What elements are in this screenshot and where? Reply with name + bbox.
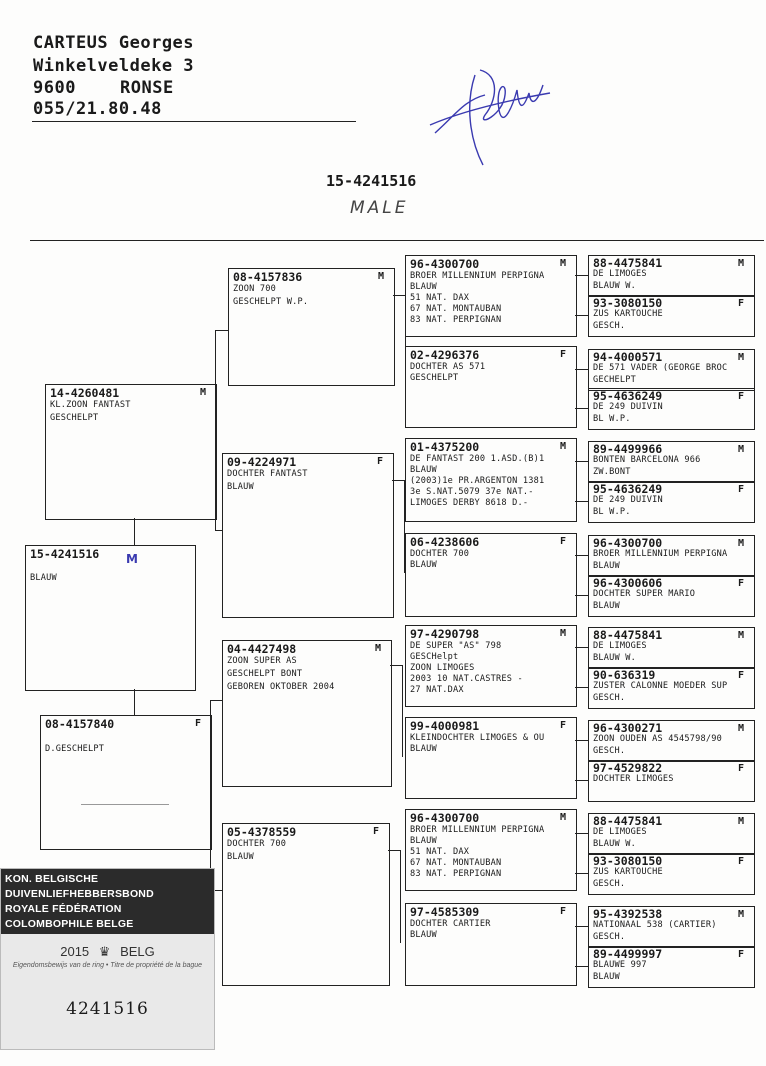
description-line: DOCHTER 700 <box>410 549 470 559</box>
description-line: GESCHELPT <box>50 413 99 423</box>
sire-branch-vertical <box>215 330 216 530</box>
gen3-gen4-bottom-8 <box>575 966 588 967</box>
sex-marker: M <box>737 444 744 455</box>
description-line: DOCHTER FANTAST <box>227 469 308 479</box>
gen2-gen3-vertical-2 <box>404 480 405 573</box>
gen3-gen4-top-2 <box>575 369 588 370</box>
ring-number: 06-4238606 <box>410 535 480 549</box>
great-grandparent-box-8 <box>405 903 577 986</box>
great-grandparent-box-5 <box>405 625 577 707</box>
description-line: BLAUWE 997 <box>593 960 647 970</box>
great-grandparent-box-7 <box>405 809 577 891</box>
ring-number: 96-4300700 <box>410 257 480 271</box>
description-line: 3e S.NAT.5079 37e NAT.- <box>410 487 534 497</box>
description-line: BLAUW <box>227 482 254 492</box>
description-line: 51 NAT. DAX <box>410 847 470 857</box>
description-line: GEBOREN OKTOBER 2004 <box>227 682 335 692</box>
description-line: BROER MILLENNIUM PERPIGNA <box>593 549 728 559</box>
description-line: KLEINDOCHTER LIMOGES & OU <box>410 733 545 743</box>
header-rule <box>32 121 356 122</box>
gen4-box-2 <box>588 295 755 337</box>
description-line: BLAUW <box>410 744 437 754</box>
federation-name-nl: KON. BELGISCHE DUIVENLIEFHEBBERSBOND <box>5 873 154 900</box>
description-line: DE LIMOGES <box>593 269 647 279</box>
subject-dam-connector <box>134 689 135 715</box>
gen3-gen4-top-3 <box>575 461 588 462</box>
description-line: BL W.P. <box>593 414 631 424</box>
signature <box>425 55 555 170</box>
owner-city: RONSE <box>120 78 174 98</box>
ring-number: 96-4300271 <box>593 721 663 735</box>
description-line: 67 NAT. MONTAUBAN <box>410 304 502 314</box>
dam-box <box>40 715 212 850</box>
description-line: DE LIMOGES <box>593 827 647 837</box>
grandparent-box-3 <box>222 640 392 787</box>
description-line: DE LIMOGES <box>593 641 647 651</box>
gen4-box-7 <box>588 535 755 577</box>
description-line: BLAUW W. <box>593 281 636 291</box>
gen4-box-4 <box>588 388 755 430</box>
sex-marker: M <box>737 630 744 641</box>
sex-marker: M <box>374 643 381 654</box>
ring-number: 09-4224971 <box>227 455 297 469</box>
subject-sire-connector <box>134 518 135 545</box>
gen3-gen4-top-4 <box>575 555 588 556</box>
owner-street: Winkelveldeke 3 <box>33 56 195 76</box>
sex-marker: F <box>559 536 566 547</box>
gen2-gen3-vertical-1 <box>405 295 406 387</box>
sex-marker: M <box>199 387 206 398</box>
description-line: BLAUW <box>410 560 437 570</box>
sex-marker: M <box>737 538 744 549</box>
sex-marker: M <box>559 258 566 269</box>
gen2-gen3-top-2 <box>392 480 404 481</box>
great-grandparent-box-6 <box>405 717 577 799</box>
description-line: BLAUW <box>227 852 254 862</box>
card-caption: Eigendomsbewijs van de ring • Titre de propriété de la bague <box>12 962 203 969</box>
ring-number: 15-4241516 <box>30 547 100 561</box>
gen4-box-16 <box>588 946 755 988</box>
gen3-gen4-bottom-4 <box>575 595 588 596</box>
sex-marker: F <box>737 391 744 402</box>
ring-number: 05-4378559 <box>227 825 297 839</box>
gen4-box-3 <box>588 349 755 391</box>
sex-marker: F <box>372 826 379 837</box>
description-line: ZUS KARTOUCHE <box>593 867 663 877</box>
sex-marker: F <box>559 720 566 731</box>
ring-number: 95-4636249 <box>593 482 663 496</box>
description-line: DOCHTER 700 <box>227 839 287 849</box>
great-grandparent-box-2 <box>405 346 577 428</box>
ring-number: 99-4000981 <box>410 719 480 733</box>
ring-number: 96-4300606 <box>593 576 663 590</box>
ring-number: 96-4300700 <box>410 811 480 825</box>
great-grandparent-box-4 <box>405 533 577 617</box>
ring-number: 95-4392538 <box>593 907 663 921</box>
owner-phone: 055/21.80.48 <box>33 99 162 119</box>
description-line: GESCH. <box>593 932 626 942</box>
gen4-box-8 <box>588 575 755 617</box>
description-line: 2003 10 NAT.CASTRES - <box>410 674 523 684</box>
subject-box <box>25 545 196 691</box>
dam-branch-vertical <box>210 700 211 890</box>
gen4-box-11 <box>588 720 755 762</box>
description-line: BLAUW <box>410 930 437 940</box>
ring-number: 93-3080150 <box>593 854 663 868</box>
description-line: BONTEN BARCELONA 966 <box>593 455 701 465</box>
owner-name: CARTEUS Georges <box>33 33 195 53</box>
description-line: BL W.P. <box>593 507 631 517</box>
sex-marker: M <box>559 628 566 639</box>
ring-number: 02-4296376 <box>410 348 480 362</box>
gen3-gen4-bottom-7 <box>575 873 588 874</box>
ring-number: 97-4585309 <box>410 905 480 919</box>
ring-number: 08-4157836 <box>233 270 303 284</box>
sire-branch-top <box>215 330 228 331</box>
sex-marker: F <box>737 298 744 309</box>
sex-marker: M <box>559 441 566 452</box>
description-line: 83 NAT. PERPIGNAN <box>410 315 502 325</box>
gen4-box-12 <box>588 760 755 802</box>
ring-number: 14-4260481 <box>50 386 120 400</box>
sex-marker: F <box>737 856 744 867</box>
gen2-gen3-top-4 <box>388 850 400 851</box>
description-line: (2003)1e PR.ARGENTON 1381 <box>410 476 545 486</box>
great-grandparent-box-1 <box>405 255 577 337</box>
gen3-gen4-top-5 <box>575 647 588 648</box>
sex-marker: M <box>737 816 744 827</box>
description-line: GESCHelpt <box>410 652 459 662</box>
great-grandparent-box-3 <box>405 438 577 522</box>
gen3-gen4-bottom-5 <box>575 687 588 688</box>
sex-marker: F <box>737 578 744 589</box>
ring-number: 89-4499997 <box>593 947 663 961</box>
sex-marker: F <box>737 763 744 774</box>
sex-marker: M <box>559 812 566 823</box>
grandparent-box-4 <box>222 823 390 986</box>
description-line: BLAUW W. <box>593 653 636 663</box>
gen3-gen4-bottom-3 <box>575 501 588 502</box>
description-line: GESCH. <box>593 746 626 756</box>
description-line: GESCH. <box>593 879 626 889</box>
description-line: GESCHELPT <box>410 373 459 383</box>
sex-marker: M <box>126 552 138 566</box>
gen3-gen4-top-6 <box>575 740 588 741</box>
gen4-box-9 <box>588 627 755 669</box>
gen4-box-13 <box>588 813 755 855</box>
description-line: KL.ZOON FANTAST <box>50 400 131 410</box>
gen4-box-5 <box>588 441 755 483</box>
sex-marker: F <box>737 484 744 495</box>
description-line: 67 NAT. MONTAUBAN <box>410 858 502 868</box>
description-line: GESCH. <box>593 321 626 331</box>
description-line: ZUSTER CALONNE MOEDER SUP <box>593 681 728 691</box>
description-line: GESCH. <box>593 693 626 703</box>
description-line: DE SUPER "AS" 798 <box>410 641 502 651</box>
gen2-gen3-top-3 <box>390 665 402 666</box>
federation-name-fr: ROYALE FÉDÉRATION COLOMBOPHILE BELGE <box>5 903 134 930</box>
description-line: DE FANTAST 200 1.ASD.(B)1 <box>410 454 545 464</box>
description-line: ZOON OUDEN AS 4545798/90 <box>593 734 722 744</box>
gen4-box-14 <box>588 853 755 895</box>
gen3-gen4-top-1 <box>575 275 588 276</box>
grandparent-box-1 <box>228 268 395 386</box>
description-line: BLAUW <box>593 561 620 571</box>
description-line: NATIONAAL 538 (CARTIER) <box>593 920 717 930</box>
description-line: BLAUW <box>593 972 620 982</box>
pigeon-ring-title: 15-4241516 <box>326 172 417 190</box>
gen2-gen3-top-1 <box>393 295 405 296</box>
sex-marker: F <box>376 456 383 467</box>
description-line: BLAUW <box>410 282 437 292</box>
gen3-gen4-top-7 <box>575 833 588 834</box>
description-line: 51 NAT. DAX <box>410 293 470 303</box>
ring-number: 08-4157840 <box>45 717 115 731</box>
description-line: BROER MILLENNIUM PERPIGNA <box>410 825 545 835</box>
description-line: BLAUW <box>410 465 437 475</box>
sex-handwritten: MALE <box>350 198 409 218</box>
ring-number: 97-4290798 <box>410 627 480 641</box>
description-line: DOCHTER CARTIER <box>410 919 491 929</box>
gen4-box-10 <box>588 667 755 709</box>
ring-number: 01-4375200 <box>410 440 480 454</box>
dam-box-divider <box>81 804 169 805</box>
owner-postal: 9600 <box>33 78 76 98</box>
gen4-box-6 <box>588 481 755 523</box>
description-line: ZOON 700 <box>233 284 276 294</box>
gen3-gen4-bottom-6 <box>575 780 588 781</box>
description-line: 27 NAT.DAX <box>410 685 464 695</box>
gen2-gen3-vertical-4 <box>400 850 401 943</box>
description-line: 83 NAT. PERPIGNAN <box>410 869 502 879</box>
description-line: DOCHTER LIMOGES <box>593 774 674 784</box>
card-year: 2015 <box>60 944 90 959</box>
sex-marker: M <box>737 258 744 269</box>
description-line: GECHELPT <box>593 375 636 385</box>
grandparent-box-2 <box>222 453 394 618</box>
gen3-gen4-top-8 <box>575 926 588 927</box>
gen2-gen3-vertical-3 <box>402 665 403 757</box>
description-line: BLAUW W. <box>593 839 636 849</box>
crown-icon: ♛ <box>98 944 111 959</box>
ring-number: 88-4475841 <box>593 256 663 270</box>
description-line: DOCHTER SUPER MARIO <box>593 589 696 599</box>
description-line: ZW.BONT <box>593 467 631 477</box>
ring-number: 95-4636249 <box>593 389 663 403</box>
sex-marker: M <box>737 352 744 363</box>
description-line: BLAUW <box>593 601 620 611</box>
title-rule <box>30 240 764 241</box>
ring-ownership-card <box>0 868 215 1050</box>
description-line: BLAUW <box>410 836 437 846</box>
sex-marker: F <box>194 718 201 729</box>
description-line: D.GESCHELPT <box>45 744 105 754</box>
description-line: GESCHELPT BONT <box>227 669 303 679</box>
ring-number: 88-4475841 <box>593 814 663 828</box>
description-line: BROER MILLENNIUM PERPIGNA <box>410 271 545 281</box>
gen3-gen4-bottom-2 <box>575 408 588 409</box>
sex-marker: M <box>737 723 744 734</box>
gen4-box-1 <box>588 255 755 297</box>
sex-marker: F <box>737 949 744 960</box>
sire-branch-bottom <box>215 530 222 531</box>
ring-number: 90-636319 <box>593 668 656 682</box>
sex-marker: M <box>377 271 384 282</box>
sex-marker: F <box>737 670 744 681</box>
description-line: DE 571 VADER (GEORGE BROC <box>593 363 728 373</box>
ring-number: 94-4000571 <box>593 350 663 364</box>
sex-marker: F <box>559 906 566 917</box>
ring-number: 04-4427498 <box>227 642 297 656</box>
description-line: GESCHELPT W.P. <box>233 297 309 307</box>
card-ring-number: 4241516 <box>66 999 149 1019</box>
sire-box <box>45 384 217 520</box>
description-line: DE 249 DUIVIN <box>593 402 663 412</box>
description-line: ZUS KARTOUCHE <box>593 309 663 319</box>
ring-number: 97-4529822 <box>593 761 663 775</box>
card-country: BELG <box>120 944 155 959</box>
sex-marker: F <box>559 349 566 360</box>
description-line: DOCHTER AS 571 <box>410 362 486 372</box>
ring-number: 89-4499966 <box>593 442 663 456</box>
ring-number: 88-4475841 <box>593 628 663 642</box>
sex-marker: M <box>737 909 744 920</box>
gen4-box-15 <box>588 906 755 948</box>
description-line: BLAUW <box>30 573 57 583</box>
ring-number: 96-4300700 <box>593 536 663 550</box>
description-line: DE 249 DUIVIN <box>593 495 663 505</box>
dam-branch-top <box>210 700 222 701</box>
gen3-gen4-bottom-1 <box>575 315 588 316</box>
description-line: LIMOGES DERBY 8618 D.- <box>410 498 529 508</box>
card-year-row <box>1 944 214 960</box>
description-line: ZOON LIMOGES <box>410 663 475 673</box>
description-line: ZOON SUPER AS <box>227 656 297 666</box>
ring-number: 93-3080150 <box>593 296 663 310</box>
